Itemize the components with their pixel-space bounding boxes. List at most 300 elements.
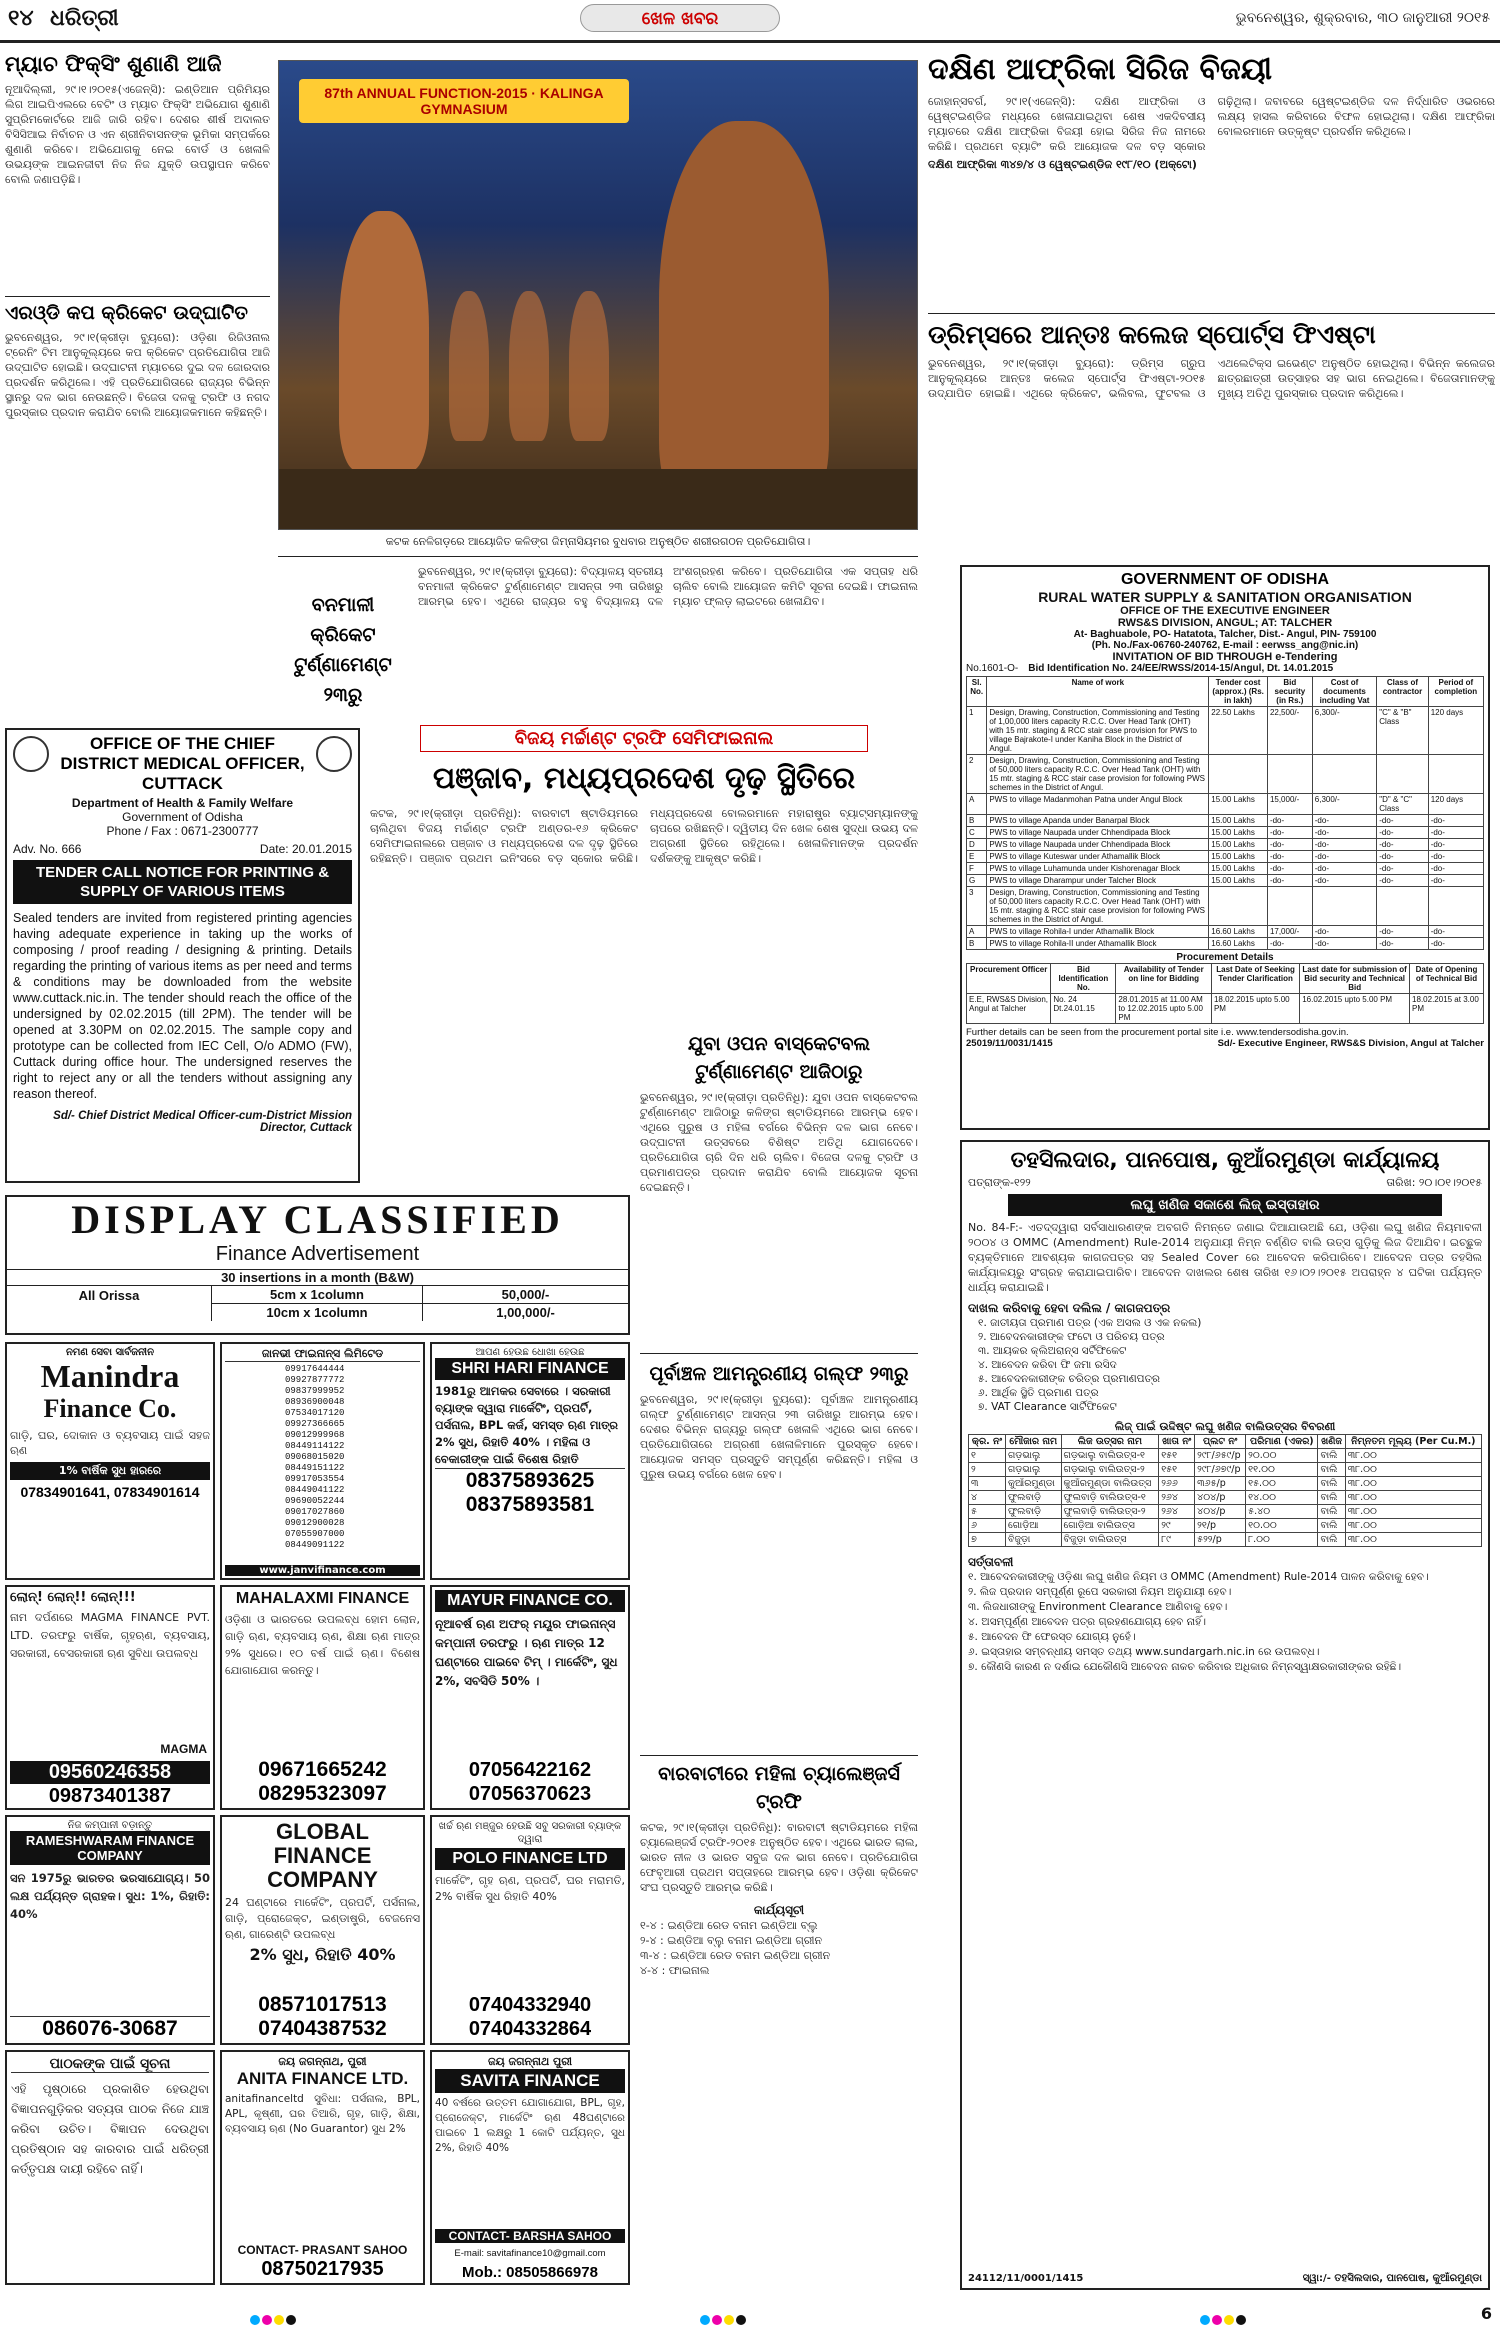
table-row bbox=[967, 827, 1484, 839]
print-registration-bar bbox=[0, 2300, 1500, 2333]
table-cell: -do- bbox=[1377, 851, 1428, 863]
ad-body: ନୂଆବର୍ଷ ଋଣ ଅଫର୍ ମୟୂର ଫାଇନାନ୍ସ କମ୍ପାନୀ ତରଫରୁ । ଋଣ ମାତ୍ର 12 ଘଣ୍ଟାରେ ପାଇବେ ଟିମ୍ । ମାର୍କେଟିଂ, ସୁଧ 2%, ସବସିଡି 50% । bbox=[435, 1617, 618, 1688]
schedule-item: ୪-୪ : ଫାଇନାଲ bbox=[640, 1964, 710, 1977]
article-match-fixing bbox=[5, 50, 270, 290]
table-cell: -do- bbox=[1428, 875, 1483, 887]
ad-mahalaxmi bbox=[220, 1585, 425, 1810]
ad-rate: 2% ସୁଧ, ରିହାତି 40% bbox=[249, 1945, 396, 1964]
bodybuilder-figure bbox=[569, 291, 609, 441]
lease-table bbox=[968, 1434, 1482, 1547]
ad-janvi bbox=[220, 1342, 425, 1580]
table-cell: -do- bbox=[1267, 827, 1312, 839]
bid-id: Bid Identification No. 24/EE/RWSS/2014-15/Angul, Dt. 14.01.2015 bbox=[1028, 663, 1334, 674]
table-cell: -do- bbox=[1428, 863, 1483, 875]
table-cell: A bbox=[967, 794, 987, 815]
doc-item: ୭. VAT Clearance ସାର୍ଟିଫିକେଟ bbox=[978, 1401, 1117, 1413]
ad-web: www.janvifinance.com bbox=[225, 1565, 420, 1576]
phone-number: 07534017120 bbox=[285, 1408, 345, 1418]
table-cell: ବାଲି bbox=[1318, 1477, 1345, 1491]
table-cell: 1 bbox=[967, 707, 987, 755]
masthead-rule bbox=[0, 40, 1500, 43]
ad-body: anitafinanceltd ସୁବିଧା: ପର୍ସନାଲ, BPL, APL, କୃଷ୍ଣୀ, ଘର ତିଆରି, ଗୃହ, ଗାଡ଼ି, ଶିକ୍ଷା, ବ୍ୟବସାୟ ଋଣ (No Guarantor) ସୁଧ 2% bbox=[225, 2093, 420, 2135]
doc-item: ୩. ଆୟକର କ୍ଲିଅରାନ୍ସ ସର୍ଟିଫିକେଟ bbox=[978, 1345, 1127, 1357]
table-header: କ୍ର. ନଂ bbox=[969, 1435, 1006, 1449]
dc-price: 1,00,000/- bbox=[496, 1305, 555, 1320]
headline: ବନମାଳୀ କ୍ରିକେଟ ଟୁର୍ଣ୍ଣାମେଣ୍ଟ ୨୩ରୁ bbox=[294, 594, 392, 706]
table-cell bbox=[1267, 755, 1312, 794]
phone-number: 08449091122 bbox=[285, 1540, 345, 1550]
table-header: ପ୍ଲଟ ନଂ bbox=[1195, 1435, 1246, 1449]
table-header: Procurement Officer bbox=[967, 964, 1051, 994]
invitation: INVITATION OF BID THROUGH e-Tendering bbox=[1112, 651, 1338, 663]
page-marker: 6 bbox=[1480, 2304, 1492, 2323]
ad-phone: 09671665242 bbox=[258, 1758, 387, 1781]
article-body: ନୂଆଦିଲ୍ଲୀ, ୨୯।୧।୨୦୧୫(ଏଜେନ୍ସି): ଇଣ୍ଡିଆନ ପ୍ରିମିୟର ଲିଗ ଆଇପିଏଲରେ ବେଟିଂ ଓ ମ୍ୟାଚ ଫିକ୍ସିଂ ଅଭିଯୋଗ ଶୁଣାଣି ସୁପ୍ରିମକୋର୍ଟରେ ଆଜି ଜାରି ରହିବ। ଦେଶର ଶୀର୍ଷ ଅଦାଲତ ବିସିସିଆଇ ନିର୍ବାଚନ ଓ ଏନ ଶ୍ରୀନିବାସନଙ୍କ ଭୂମିକା ସମ୍ପର୍କରେ ଶୁଣାଣି କରିବେ। ଅଭିଯୋଗକୁ ନେଇ ବୋର୍ଡ ଓ ଖେଳାଳି ଉଭୟଙ୍କ ଆଇନଜୀବୀ ନିଜ ନିଜ ଯୁକ୍ତି ଉପସ୍ଥାପନ କରିବେ ବୋଲି ଜଣାପଡ଼ିଛି। bbox=[5, 83, 270, 186]
ad-name: MAHALAXMI FINANCE bbox=[235, 1590, 410, 1607]
table-cell: ୩୮.୦୦ bbox=[1345, 1463, 1481, 1477]
ad-email: E-mail: savitafinance10@gmail.com bbox=[454, 2248, 606, 2259]
dateline: ଭୁବନେଶ୍ୱର, ଶୁକ୍ରବାର, ୩୦ ଜାନୁଆରୀ ୨୦୧୫ bbox=[1235, 10, 1490, 26]
phone-number: 09012999968 bbox=[285, 1430, 345, 1440]
table-header: Cost of documents including Vat bbox=[1312, 677, 1377, 707]
dc-subtitle: Finance Advertisement bbox=[215, 1243, 420, 1265]
table-cell: -do- bbox=[1312, 815, 1377, 827]
table-header: Bid security (in Rs.) bbox=[1267, 677, 1312, 707]
bodybuilder-figure bbox=[659, 121, 829, 521]
registration-marks bbox=[250, 2310, 298, 2329]
ad-name: Manindra bbox=[40, 1358, 180, 1394]
table-row bbox=[967, 926, 1484, 938]
table-header: Bid Identification No. bbox=[1051, 964, 1116, 994]
office: OFFICE OF THE EXECUTIVE ENGINEER bbox=[1120, 605, 1330, 617]
table-cell: E bbox=[967, 851, 987, 863]
registration-marks bbox=[1200, 2310, 1248, 2329]
ad-top: ନିଜ କମ୍ପାନୀ ବଡ଼ାନ୍ତୁ bbox=[67, 1820, 153, 1831]
org: RURAL WATER SUPPLY & SANITATION ORGANISATION bbox=[1038, 589, 1412, 605]
table-cell: PWS to village Rohila-I under Athamallik Block bbox=[987, 926, 1209, 938]
table-cell bbox=[1312, 755, 1377, 794]
schedule-item: ୨-୪ : ଇଣ୍ଡିଆ ବ୍ଲୁ ବନାମ ଇଣ୍ଡିଆ ଗ୍ରୀନ bbox=[640, 1934, 823, 1947]
table-cell: B bbox=[967, 815, 987, 827]
table-cell: ୨୧/p bbox=[1195, 1519, 1246, 1533]
table-cell: ୨୦.୦୦ bbox=[1246, 1449, 1318, 1463]
ad-polo bbox=[430, 1815, 630, 2045]
display-classified bbox=[5, 1195, 630, 1335]
headline: ଦକ୍ଷିଣ ଆଫ୍ରିକା ସିରିଜ ବିଜୟୀ bbox=[928, 52, 1272, 87]
table-cell: ଫୁଲବାଡ଼ି ବାଲିଉତ୍ସ-୧ bbox=[1061, 1491, 1159, 1505]
table-cell: Design, Drawing, Construction, Commissioning and Testing of 1,00,000 liters capacity R.C.C. Over Head Tank (OHT) with 15 mtr. staging & RCC stair case provision for PWS to village Bajrakote-I under Kaniha Block in the District of Angul. bbox=[987, 707, 1209, 755]
table-cell: G bbox=[967, 875, 987, 887]
phone-number: 09927366665 bbox=[285, 1419, 345, 1429]
tehsil-body: No. 84-F:- ଏତଦ୍‌ଦ୍ୱାରା ସର୍ବସାଧାରଣଙ୍କ ଅବଗତି ନିମନ୍ତେ ଜଣାଇ ଦିଆଯାଉଅଛି ଯେ, ଓଡ଼ିଶା ଲଘୁ ଖଣିଜ ନିୟମାବଳୀ ୨୦୦୪ ଓ OMMC (Amendment) Rule-2014 ଅନୁଯାୟୀ ନିମ୍ନ ବର୍ଣ୍ଣିତ ବାଲି ଉତ୍ସ ଗୁଡ଼ିକୁ ଲିଜ ଦିଆଯିବ। ଇଚ୍ଛୁକ ବ୍ୟକ୍ତିମାନେ ଆବଶ୍ୟକ କାଗଜପତ୍ର ସହ Sealed Cover ରେ ଆବେଦନ କରିପାରିବେ। ଆବେଦନ ପତ୍ର ତହସିଲ କାର୍ଯ୍ୟାଳୟରୁ ସଂଗ୍ରହ କରାଯାଇପାରିବ। ଆବେଦନ ଦାଖଲର ଶେଷ ତାରିଖ ୧୬।୦୨।୨୦୧୫ ଅପରାହ୍ନ ୪ ଘଟିକା ପର୍ଯ୍ୟନ୍ତ ଧାର୍ଯ୍ୟ କରାଯାଇଛି। bbox=[968, 1221, 1482, 1294]
doc-item: ୪. ଆବେଦନ କରିବା ଫି ଜମା ରସିଦ bbox=[978, 1359, 1117, 1371]
article-women-challenger bbox=[640, 1760, 918, 2285]
table-cell: 2 bbox=[967, 755, 987, 794]
govt-title: GOVERNMENT OF ODISHA bbox=[1120, 571, 1329, 588]
dc-title: DISPLAY CLASSIFIED bbox=[71, 1197, 564, 1242]
table-cell bbox=[1267, 887, 1312, 926]
table-cell: 18.02.2015 upto 5.00 PM bbox=[1211, 994, 1299, 1024]
ad-phone: 07404332864 bbox=[468, 2018, 592, 2040]
address: At- Baghuabole, PO- Hatatota, Talcher, Dist.- Angul, PIN- 759100 bbox=[1073, 629, 1377, 640]
ad-global bbox=[220, 1815, 425, 2045]
table-cell: -do- bbox=[1267, 851, 1312, 863]
table-cell: -do- bbox=[1428, 851, 1483, 863]
notice-title: TENDER CALL NOTICE FOR PRINTING & SUPPLY OF VARIOUS ITEMS bbox=[13, 860, 352, 904]
table-cell: PWS to village Madanmohan Patna under Angul Block bbox=[987, 794, 1209, 815]
table-cell: ୬ bbox=[969, 1519, 1006, 1533]
score-line: ଦକ୍ଷିଣ ଆଫ୍ରିକା ୩୪୭/୪ ଓ ୱେଷ୍ଟଇଣ୍ଡିଜ ୧୯୮/୧୦ (ଅକ୍ଟୋ) bbox=[928, 158, 1197, 171]
ad-phone: 09560246358 bbox=[10, 1761, 210, 1784]
phone-number: 09837999952 bbox=[285, 1386, 345, 1396]
ad-phone: 086076-30687 bbox=[10, 2016, 210, 2041]
contact: (Ph. No./Fax-06760-240762, E-mail : eerwss_ang@nic.in) bbox=[1091, 640, 1359, 651]
table-cell: ବାଲି bbox=[1318, 1505, 1345, 1519]
table-cell: ଫୁଲବାଡ଼ି bbox=[1005, 1491, 1061, 1505]
term-item: ୧. ଆବେଦନକାରୀଙ୍କୁ ଓଡ଼ିଶା ଲଘୁ ଖଣିଜ ନିୟମ ଓ OMMC (Amendment) Rule-2014 ପାଳନ କରିବାକୁ ହେବ। bbox=[968, 1571, 1429, 1583]
tehsil-date: ତାରିଖ: ୨୦।୦୧।୨୦୧୫ bbox=[1386, 1176, 1482, 1189]
procurement-title: Procurement Details bbox=[1176, 952, 1274, 963]
table-cell: ୨୬୬ bbox=[1159, 1477, 1195, 1491]
divider bbox=[928, 313, 1495, 314]
headline: ପଞ୍ଜାବ, ମଧ୍ୟପ୍ରଦେଶ ଦୃଢ଼ ସ୍ଥିତିରେ bbox=[432, 761, 856, 796]
divider bbox=[640, 1353, 918, 1354]
table-cell: ୫୨୨/p bbox=[1195, 1533, 1246, 1547]
table-row bbox=[969, 1491, 1482, 1505]
table-cell: ୨୬୪ bbox=[1159, 1505, 1195, 1519]
tehsil-ref: ପତ୍ରାଙ୍କ-୧୨୨ bbox=[968, 1176, 1031, 1189]
tender-table bbox=[966, 676, 1484, 950]
article-banamali bbox=[278, 560, 918, 720]
ad-shrihari bbox=[430, 1342, 630, 1580]
table-cell: PWS to village Kuteswar under Athamallik Block bbox=[987, 851, 1209, 863]
division: RWS&S DIVISION, ANGUL; AT: TALCHER bbox=[1117, 617, 1333, 629]
signature: Sd/- Executive Engineer, RWS&S Division, Angul at Talcher bbox=[1217, 1038, 1484, 1049]
article-ortt-cup bbox=[5, 300, 270, 720]
ad-name: RAMESHWARAM FINANCE COMPANY bbox=[10, 1831, 210, 1865]
table-header: Period of completion bbox=[1428, 677, 1483, 707]
schedule-item: ୩-୪ : ଇଣ୍ଡିଆ ରେଡ ବନାମ ଇଣ୍ଡିଆ ଗ୍ରୀନ bbox=[640, 1949, 831, 1962]
headline: ମ୍ୟାଚ ଫିକ୍ସିଂ ଶୁଣାଣି ଆଜି bbox=[5, 52, 222, 76]
table-cell: 22.50 Lakhs bbox=[1209, 707, 1268, 755]
table-cell: -do- bbox=[1377, 815, 1428, 827]
article-vijay-merchant bbox=[370, 725, 918, 1025]
table-cell: 17,000/- bbox=[1267, 926, 1312, 938]
signature: Sd/- Chief District Medical Officer-cum-District Mission Director, Cuttack bbox=[53, 1110, 352, 1134]
article-basketball bbox=[640, 1030, 918, 1350]
table-cell: ୧ bbox=[969, 1449, 1006, 1463]
table-row bbox=[969, 1519, 1482, 1533]
table-cell: D bbox=[967, 839, 987, 851]
article-body: ଜୋହାନ୍ସବର୍ଗ, ୨୯।୧(ଏଜେନ୍ସି): ଦକ୍ଷିଣ ଆଫ୍ରିକା ଓ ୱେଷ୍ଟଇଣ୍ଡିଜ ମଧ୍ୟରେ ଖେଳାଯାଇଥିବା ଶେଷ ଏକଦିବସୀୟ ମ୍ୟାଚରେ ଦକ୍ଷିଣ ଆଫ୍ରିକା ବିଜୟୀ ହୋଇ ସିରିଜ ନିଜ ନାମରେ କରିଛି। ପ୍ରଥମେ ବ୍ୟାଟିଂ କରି ଆୟୋଜକ ଦଳ ବଡ଼ ସ୍କୋର ଗଢ଼ିଥିଲା। ଜବାବରେ ୱେଷ୍ଟଇଣ୍ଡିଜ ଦଳ ନିର୍ଦ୍ଧାରିତ ଓଭରରେ ଲକ୍ଷ୍ୟ ହାସଲ କରିବାରେ ବିଫଳ ହୋଇଥିଲା। ଦକ୍ଷିଣ ଆଫ୍ରିକା ବୋଲରମାନେ ଉତ୍କୃଷ୍ଟ ପ୍ରଦର୍ଶନ କରିଥିଲେ। bbox=[928, 95, 1495, 153]
table-cell: 16.02.2015 upto 5.00 PM bbox=[1300, 994, 1410, 1024]
table-cell: -do- bbox=[1312, 926, 1377, 938]
table-cell: ୧୫୧ bbox=[1159, 1449, 1195, 1463]
paper-name: ଧରିତ୍ରୀ bbox=[50, 6, 119, 31]
term-item: ୭. କୌଣସି କାରଣ ନ ଦର୍ଶାଇ ଯେକୌଣସି ଆବେଦନ ନାକଚ କରିବାର ଅଧିକାର ନିମ୍ନସ୍ୱାକ୍ଷରକାରୀଙ୍କର ରହିଛି। bbox=[968, 1661, 1402, 1673]
tehsil-signature: ସ୍ୱା:/- ତହସିଲଦାର, ପାନପୋଷ, କୁଆଁରମୁଣ୍ଡା bbox=[1302, 2273, 1482, 2284]
table-cell: ୭ bbox=[969, 1533, 1006, 1547]
article-body: ଭୁବନେଶ୍ୱର, ୨୯।୧(କ୍ରୀଡ଼ା ବ୍ୟୁରୋ): ବିଦ୍ୟାଳୟ ସ୍ତରୀୟ ବନମାଳୀ କ୍ରିକେଟ ଟୁର୍ଣ୍ଣାମେଣ୍ଟ ଆସନ୍ତା ୨୩ ତାରିଖରୁ ଆରମ୍ଭ ହେବ। ଏଥିରେ ରାଜ୍ୟର ବହୁ ବିଦ୍ୟାଳୟ ଦଳ ଅଂଶଗ୍ରହଣ କରିବେ। ପ୍ରତିଯୋଗିତା ଏକ ସପ୍ତାହ ଧରି ଚାଲିବ ବୋଲି ଆୟୋଜନ କମିଟି ସୂଚନା ଦେଇଛି। ଫାଇନାଲ ମ୍ୟାଚ ଫ୍ଲଡ଼ ଲାଇଟରେ ଖେଳାଯିବ। bbox=[418, 565, 918, 608]
ad-name: MAYUR FINANCE CO. bbox=[435, 1590, 625, 1612]
table-cell: -do- bbox=[1312, 839, 1377, 851]
table-cell: F bbox=[967, 863, 987, 875]
phone-number: 08449041122 bbox=[285, 1485, 345, 1495]
headline: ପୂର୍ବାଞ୍ଚଳ ଆମନ୍ତ୍ରଣୀୟ ଗଲ୍ଫ ୨୩ରୁ bbox=[649, 1363, 909, 1385]
term-item: ୫. ଆବେଦନ ଫି ଫେରସ୍ତ ଯୋଗ୍ୟ ନୁହେଁ। bbox=[968, 1631, 1136, 1643]
seal-icon bbox=[316, 736, 352, 772]
table-cell: ୪ bbox=[969, 1491, 1006, 1505]
table-row bbox=[967, 755, 1484, 794]
phone-number: 09917644444 bbox=[285, 1364, 345, 1374]
dc-size: 10cm x 1column bbox=[266, 1305, 368, 1320]
table-cell: ୮୯ bbox=[1159, 1533, 1195, 1547]
headline: ଏରଓ୍ଡି କପ କ୍ରିକେଟ ଉଦ୍‌ଘାଟିତ bbox=[5, 302, 248, 324]
table-cell: -do- bbox=[1267, 863, 1312, 875]
table-header: Date of Opening of Technical Bid bbox=[1410, 964, 1484, 994]
article-body: ଭୁବନେଶ୍ୱର, ୨୯।୧(କ୍ରୀଡ଼ା ବ୍ୟୁରୋ): ଓଡ଼ିଶା ରିଜିଓନାଲ ଟ୍ରେନିଂ ଟିମ ଆନୁକୂଲ୍ୟରେ କପ କ୍ରିକେଟ ପ୍ରତିଯୋଗିତା ଆଜି ଉଦ୍‌ଘାଟିତ ହୋଇଛି। ଉଦ୍‌ଘାଟନୀ ମ୍ୟାଚରେ ଦୁଇ ଦଳ ଜୋରଦାର ପ୍ରଦର୍ଶନ କରିଥିଲେ। ଏହି ପ୍ରତିଯୋଗିତାରେ ରାଜ୍ୟର ବିଭିନ୍ନ ସ୍ଥାନରୁ ଦଳ ଭାଗ ନେଉଛନ୍ତି। ବିଜେତା ଦଳକୁ ଟ୍ରଫି ଓ ନଗଦ ପୁରସ୍କାର ପ୍ରଦାନ କରାଯିବ ବୋଲି ଆୟୋଜକମାନେ କହିଛନ୍ତି। bbox=[5, 331, 270, 419]
table-row bbox=[967, 815, 1484, 827]
ad-name2: Finance Co. bbox=[43, 1394, 177, 1423]
table-cell: 16.60 Lakhs bbox=[1209, 926, 1268, 938]
ad-body: ମାର୍କେଟିଂ, ଗୃହ ଋଣ, ପ୍ରପର୍ଟି, ଘର ମରାମତି, 2% ବାର୍ଷିକ ସୁଧ ରିହାତି 40% bbox=[435, 1874, 625, 1903]
table-header: ପରିମାଣ (ଏକର) bbox=[1246, 1435, 1318, 1449]
tender-angul bbox=[960, 565, 1490, 1130]
table-cell: Design, Drawing, Construction, Commissioning and Testing of 50,000 liters capacity R.C.C. Over Head Tank (OHT) with 15 mtr. staging & RCC stair case provision for following PWS schemes in the District of Angul. bbox=[987, 887, 1209, 926]
article-body: ଭୁବନେଶ୍ୱର, ୨୯।୧(କ୍ରୀଡ଼ା ବ୍ୟୁରୋ): ପୂର୍ବାଞ୍ଚଳ ଆମନ୍ତ୍ରଣୀୟ ଗଲ୍ଫ ଟୁର୍ଣ୍ଣାମେଣ୍ଟ ଆସନ୍ତା ୨୩ ତାରିଖରୁ ଆରମ୍ଭ ହେବ। ଦେଶର ବିଭିନ୍ନ ରାଜ୍ୟରୁ ଗଲ୍ଫ ଖେଳାଳି ଏଥିରେ ଭାଗ ନେବେ। ପ୍ରତିଯୋଗିତାରେ ଅଗ୍ରଣୀ ଖେଳାଳିମାନେ ପୁରସ୍କୃତ ହେବେ। ଆୟୋଜକ ସମସ୍ତ ପ୍ରସ୍ତୁତି ସମ୍ପୂର୍ଣ୍ଣ କରିଛନ୍ତି। ମହିଳା ଓ ପୁରୁଷ ଉଭୟ ବର୍ଗରେ ଖେଳ ହେବ। bbox=[640, 1393, 918, 1481]
ad-phone: 09873401387 bbox=[48, 1785, 172, 1807]
table-cell: 22,500/- bbox=[1267, 707, 1312, 755]
table-cell: 28.01.2015 at 11.00 AM to 12.02.2015 upto 5.00 PM bbox=[1116, 994, 1212, 1024]
phone-number: 09690052244 bbox=[285, 1496, 345, 1506]
headline: ଡ୍ରିମ୍‌ସରେ ଆନ୍ତଃ କଲେଜ ସ୍ପୋର୍ଟ୍ସ ଫିଏଷ୍ଟା bbox=[928, 320, 1376, 349]
table-cell: 120 days bbox=[1428, 707, 1483, 755]
table-cell: "D" & "C" Class bbox=[1377, 794, 1428, 815]
table-cell: A bbox=[967, 926, 987, 938]
table-row bbox=[967, 938, 1484, 950]
masthead bbox=[0, 0, 1500, 40]
bodybuilder-figure bbox=[339, 211, 429, 471]
table-row bbox=[969, 1533, 1482, 1547]
ad-contact: CONTACT- BARSHA SAHOO bbox=[435, 2229, 625, 2243]
ad-phone: 07056422162 bbox=[468, 1759, 592, 1781]
ad-body: ନାମ ଦର୍ପଣରେ MAGMA FINANCE PVT. LTD. ତରଫରୁ ବାର୍ଷିକ, ଗୃହଋଣ, ବ୍ୟବସାୟ, ସରକାରୀ, ବେସରକାରୀ ଋଣ ସୁବିଧା ଉପଲବ୍ଧ bbox=[10, 1611, 210, 1660]
table-cell: PWS to village Naupada under Chhendipada Block bbox=[987, 839, 1209, 851]
phone-number: 09012900028 bbox=[285, 1518, 345, 1528]
table-cell: ଗଡ଼ଭାଲୁ bbox=[1005, 1463, 1061, 1477]
table-cell: ୩୮.୦୦ bbox=[1345, 1449, 1481, 1463]
table-cell: ବାଲି bbox=[1318, 1463, 1345, 1477]
ad-body: ଗାଡ଼ି, ଘର, ଦୋକାନ ଓ ବ୍ୟବସାୟ ପାଇଁ ସହଜ ଋଣ bbox=[10, 1429, 210, 1457]
ref-no: No.1601-O- bbox=[966, 663, 1019, 674]
caption-text: କଟକ ନେଳିଗଡ଼ରେ ଆୟୋଜିତ କଳିଙ୍ଗ ଜିମ୍‌ନାସିୟମର ବୁଧବାର ଅନୁଷ୍ଠିତ ଶରୀରଗଠନ ପ୍ରତିଯୋଗିତା। bbox=[385, 535, 811, 548]
table-cell: ବିଜୁଡ଼ା bbox=[1005, 1533, 1061, 1547]
table-cell: -do- bbox=[1377, 926, 1428, 938]
table-cell: ବାଲି bbox=[1318, 1491, 1345, 1505]
table-cell: କୁଆଁରମୁଣ୍ଡା bbox=[1005, 1477, 1061, 1491]
table-cell: ୩୮.୦୦ bbox=[1345, 1519, 1481, 1533]
ad-savita bbox=[430, 2050, 630, 2285]
ad-top: ଜୟ ଜଗନ୍ନାଥ, ପୁରୀ bbox=[278, 2055, 367, 2068]
table-cell bbox=[1377, 887, 1428, 926]
table-row bbox=[967, 794, 1484, 815]
doc-item: ୫. ଆବେଦନକାରୀଙ୍କ ଚରିତ୍ର ପ୍ରମାଣପତ୍ର bbox=[978, 1373, 1160, 1385]
phone-list bbox=[225, 1364, 420, 1551]
table-cell: -do- bbox=[1428, 815, 1483, 827]
ad-top: ଖର୍ଚ୍ଚ ଋଣ ମଞ୍ଜୁର ହେଉଛି ସବୁ ସରକାରୀ ବ୍ୟାଙ୍କ ଦ୍ୱାରା bbox=[438, 1821, 622, 1845]
ad-logo: MAGMA bbox=[160, 1742, 207, 1756]
term-item: ୩. ଲିଜଧାରୀଙ୍କୁ Environment Clearance ଆଣିବାକୁ ହେବ। bbox=[968, 1601, 1228, 1613]
table-cell: Design, Drawing, Construction, Commissioning and Testing of 50,000 liters capacity R.C.C. Over Head Tank (OHT) with 15 mtr. staging & RCC stair case provision for following PWS schemes in the District of Angul. bbox=[987, 755, 1209, 794]
ad-rameshwaram bbox=[5, 1815, 215, 2045]
term-item: ୪. ଅସମ୍ପୂର୍ଣ୍ଣ ଆବେଦନ ପତ୍ର ଗ୍ରହଣଯୋଗ୍ୟ ହେବ ନାହିଁ। bbox=[968, 1616, 1206, 1628]
ad-phone: 08375893625 bbox=[435, 1468, 625, 1493]
table-title: ଲିଜ୍ ପାଇଁ ଉଦ୍ଦିଷ୍ଟ ଲଘୁ ଖଣିଜ ବାଲିଉତ୍ସର ବିବରଣୀ bbox=[1114, 1420, 1336, 1433]
ad-phone: 07404387532 bbox=[258, 2017, 387, 2040]
terms-list bbox=[968, 1570, 1482, 1675]
ad-name: ANITA FINANCE LTD. bbox=[236, 2069, 409, 2088]
ad-contact: CONTACT- PRASANT SAHOO bbox=[237, 2243, 408, 2257]
article-invitational bbox=[640, 1360, 918, 1750]
headline: ଯୁବା ଓପନ ବାସ୍କେଟବଲ ଟୁର୍ଣ୍ଣାମେଣ୍ଟ ଆଜିଠାରୁ bbox=[687, 1033, 871, 1083]
table-row bbox=[969, 1463, 1482, 1477]
article-body: କଟକ, ୨୯।୧(କ୍ରୀଡ଼ା ପ୍ରତିନିଧି): ବାରବାଟୀ ଷ୍ଟାଡିୟମରେ ମହିଳା ଚ୍ୟାଲେଞ୍ଜର୍ସ ଟ୍ରଫି-୨୦୧୫ ଅନୁଷ୍ଠିତ ହେବ। ଏଥିରେ ଭାରତ ଲାଲ, ଭାରତ ନୀଳ ଓ ଭାରତ ସବୁଜ ଦଳ ଭାଗ ନେବେ। ପ୍ରତିଯୋଗିତା ଫେବୃଆରୀ ପ୍ରଥମ ସପ୍ତାହରେ ଆରମ୍ଭ ହେବ। ଓଡ଼ିଶା କ୍ରିକେଟ ସଂଘ ପ୍ରସ୍ତୁତି ଆରମ୍ଭ କରିଛି। bbox=[640, 1821, 918, 1894]
table-row bbox=[969, 1449, 1482, 1463]
table-row bbox=[967, 875, 1484, 887]
table-cell: ଫୁଲବାଡ଼ି bbox=[1005, 1505, 1061, 1519]
article-body: ଭୁବନେଶ୍ୱର, ୨୯।୧(କ୍ରୀଡ଼ା ପ୍ରତିନିଧି): ଯୁବା ଓପନ ବାସ୍କେଟବଲ ଟୁର୍ଣ୍ଣାମେଣ୍ଟ ଆଜିଠାରୁ କଳିଙ୍ଗ ଷ୍ଟାଡିୟମରେ ଆରମ୍ଭ ହେବ। ଏଥିରେ ପୁରୁଷ ଓ ମହିଳା ବର୍ଗରେ ବିଭିନ୍ନ ଦଳ ଭାଗ ନେବେ। ଉଦ୍‌ଘାଟନୀ ଉତ୍ସବରେ ବିଶିଷ୍ଟ ଅତିଥି ଯୋଗଦେବେ। ପ୍ରତିଯୋଗିତା ଚାରି ଦିନ ଧରି ଚାଲିବ। ବିଜେତା ଦଳକୁ ଟ୍ରଫି ଓ ପ୍ରମାଣପତ୍ର ପ୍ରଦାନ କରାଯିବ ବୋଲି ଆୟୋଜକ ସୂଚନା ଦେଇଛନ୍ତି। bbox=[640, 1091, 918, 1194]
page-number: ୧୪ bbox=[8, 6, 34, 31]
ad-notice bbox=[5, 2050, 215, 2285]
table-header: Class of contractor bbox=[1377, 677, 1428, 707]
table-cell: 15.00 Lakhs bbox=[1209, 794, 1268, 815]
table-cell: -do- bbox=[1377, 938, 1428, 950]
ad-name: SAVITA FINANCE bbox=[435, 2069, 625, 2093]
table-cell: 15.00 Lakhs bbox=[1209, 839, 1268, 851]
ad-phone: 08295323097 bbox=[258, 1782, 387, 1805]
phone-number: 09068015020 bbox=[285, 1452, 345, 1462]
table-cell: 6,300/- bbox=[1312, 707, 1377, 755]
term-item: ୨. ଲିଜ ପ୍ରଦାନ ସମ୍ପୂର୍ଣ୍ଣ ରୂପେ ସରକାରୀ ନିୟମ ଅନୁଯାୟୀ ହେବ। bbox=[968, 1586, 1232, 1598]
table-header: Availability of Tender on line for Bidding bbox=[1116, 964, 1212, 994]
ad-name: SHRI HARI FINANCE bbox=[435, 1358, 625, 1380]
table-cell: ୧୫.୦୦ bbox=[1246, 1477, 1318, 1491]
ad-phone: 07056370623 bbox=[468, 1783, 592, 1805]
bodybuilding-photo bbox=[278, 60, 918, 530]
docs-list bbox=[968, 1316, 1482, 1414]
ad-body: 40 ବର୍ଷରେ ଉତ୍ତମ ଯୋଗାଯୋଗ, BPL, ଗୃହ, ପ୍ରୋଜେକ୍ଟ, ମାର୍କେଟିଂ ଋଣ 48ଘଣ୍ଟାରେ ପାଇବେ 1 ଲକ୍ଷରୁ 1 କୋଟି ପର୍ଯ୍ୟନ୍ତ, ସୁଧ 2%, ରିହାତି 40% bbox=[435, 2097, 625, 2154]
ad-top: ନମଣ ସେବା ସାର୍ବଜନୀନ bbox=[65, 1347, 154, 1358]
table-header: ଖଣିଜ bbox=[1318, 1435, 1345, 1449]
table-cell: PWS to village Apanda under Banarpal Block bbox=[987, 815, 1209, 827]
table-cell: ୧୦.୦୦ bbox=[1246, 1519, 1318, 1533]
table-cell: -do- bbox=[1312, 938, 1377, 950]
table-cell: -do- bbox=[1428, 827, 1483, 839]
table-cell: ବିଜୁଡ଼ା ବାଲିଉତ୍ସ bbox=[1061, 1533, 1159, 1547]
footer-note: Further details can be seen from the procurement portal site i.e. www.tendersodisha.gov.in. bbox=[966, 1027, 1349, 1038]
ad-body: 1981ରୁ ଆମକର ସେବାରେ । ସରକାରୀ ବ୍ୟାଙ୍କ ଦ୍ୱାରା ମାର୍କେଟିଂ, ପ୍ରପର୍ଟି, ପର୍ସନାଲ, BPL କର୍ଜ, ସମସ୍ତ ଋଣ ମାତ୍ର 2% ସୁଧ, ରିହାତି 40% । ମହିଳା ଓ ବେକାରୀଙ୍କ ପାଇଁ ବିଶେଷ ରିହାତି bbox=[435, 1384, 618, 1466]
ad-magma bbox=[5, 1585, 215, 1810]
phone-number: 09017027860 bbox=[285, 1507, 345, 1517]
ad-name: GLOBAL FINANCE COMPANY bbox=[267, 1819, 378, 1892]
table-cell: -do- bbox=[1377, 863, 1428, 875]
ad-body: 24 ଘଣ୍ଟାରେ ମାର୍କେଟିଂ, ପ୍ରପର୍ଟି, ପର୍ସନାଲ, ଗାଡ଼ି, ପ୍ରୋଜେକ୍ଟ, ଇଣ୍ଡାଷ୍ଟ୍ରି, ବେଜନେସ ଋଣ, ଗାରେଣ୍ଟି ଉପଲବ୍ଧ bbox=[225, 1896, 420, 1941]
table-cell: 15.00 Lakhs bbox=[1209, 875, 1268, 887]
table-cell bbox=[1209, 755, 1268, 794]
phone-number: 08936900048 bbox=[285, 1397, 345, 1407]
table-cell: -do- bbox=[1377, 875, 1428, 887]
phone-number: 08449151122 bbox=[285, 1463, 345, 1473]
table-cell: ବାଲି bbox=[1318, 1519, 1345, 1533]
article-body: କଟକ, ୨୯।୧(କ୍ରୀଡ଼ା ପ୍ରତିନିଧି): ବାରବାଟୀ ଷ୍ଟାଡିୟମରେ ଚାଲିଥିବା ବିଜୟ ମର୍ଚ୍ଚାଣ୍ଟ ଟ୍ରଫି ଅଣ୍ଡର-୧୬ କ୍ରିକେଟ ସେମିଫାଇନାଲରେ ପଞ୍ଜାବ ଓ ମଧ୍ୟପ୍ରଦେଶ ଦଳ ଦୃଢ଼ ସ୍ଥିତିରେ ରହିଛନ୍ତି। ପଞ୍ଜାବ ପ୍ରଥମ ଇନିଂସରେ ବଡ଼ ସ୍କୋର କରିଛି। ମଧ୍ୟପ୍ରଦେଶ ବୋଲରମାନେ ମହାରାଷ୍ଟ୍ର ବ୍ୟାଟ୍ସମ୍ୟାନଙ୍କୁ ଚାପରେ ରଖିଛନ୍ତି। ଦ୍ୱିତୀୟ ଦିନ ଖେଳ ଶେଷ ସୁଦ୍ଧା ଉଭୟ ଦଳ ଅଗ୍ରଣୀ ସ୍ଥିତିରେ ରହିଥିଲେ। ଖେଳାଳିମାନଙ୍କ ପ୍ରଦର୍ଶନ ଦର୍ଶକଙ୍କୁ ଆକୃଷ୍ଟ କରିଛି। bbox=[370, 807, 918, 865]
divider bbox=[640, 1755, 918, 1756]
ad-phone: 07404332940 bbox=[468, 1994, 592, 2016]
phone-number: 07055907000 bbox=[285, 1529, 345, 1539]
table-header: ଲିଜ ଉତ୍ସର ନାମ bbox=[1061, 1435, 1159, 1449]
table-cell: ୧୫୧ bbox=[1159, 1463, 1195, 1477]
table-cell: ୧୧.୦୦ bbox=[1246, 1463, 1318, 1477]
table-cell: ଗୋଡ଼ିଆ bbox=[1005, 1519, 1061, 1533]
table-row bbox=[969, 1505, 1482, 1519]
divider bbox=[278, 556, 918, 557]
ad-phone: Mob.: 08505866978 bbox=[462, 2264, 598, 2281]
procurement-table bbox=[966, 963, 1484, 1024]
table-cell: No. 24 Dt.24.01.15 bbox=[1051, 994, 1116, 1024]
terms-title: ସର୍ତ୍ତାବଳୀ bbox=[968, 1555, 1014, 1569]
table-cell: -do- bbox=[1312, 863, 1377, 875]
table-header: Sl. No. bbox=[967, 677, 987, 707]
table-cell: ୨୯୮/୬୭୯/p bbox=[1195, 1463, 1246, 1477]
table-cell: 6,300/- bbox=[1312, 794, 1377, 815]
table-cell: 15.00 Lakhs bbox=[1209, 851, 1268, 863]
notice-body: Sealed tenders are invited from registered printing agencies having adequate experience in taking up the works of composing / proof reading / designing & printing. Details regarding the printing of various items as per need and terms & conditions may be downloaded from the website www.cuttack.nic.in. The tender should reach the office of the undersigned by 02.02.2015 (till 2PM). The tender will be opened at 3.30PM on 02.02.2015. The sample copy and prototype can be collected from IEC Cell, O/o ADMO (FW), Cuttack during office hour. The undersigned reserves the right to reject any or all the tenders without assigning any reason thereof. bbox=[13, 911, 352, 1101]
ad-phone: 08571017513 bbox=[258, 1993, 387, 2016]
table-header: Tender cost (approx.) (Rs. in lakh) bbox=[1209, 677, 1268, 707]
phone-number: 08449114122 bbox=[285, 1441, 345, 1451]
table-cell: ୩୮.୦୦ bbox=[1345, 1533, 1481, 1547]
registration-marks bbox=[700, 2310, 748, 2329]
table-row bbox=[967, 851, 1484, 863]
tehsil-subtitle: ଲଘୁ ଖଣିଜ ସକାଶେ ଲିଜ୍ ଇସ୍ତାହାର bbox=[1008, 1194, 1442, 1216]
table-cell bbox=[1428, 887, 1483, 926]
ad-phone: 08375893581 bbox=[465, 1493, 595, 1516]
tehsil-notice bbox=[960, 1140, 1490, 2290]
table-header: Name of work bbox=[987, 677, 1209, 707]
table-cell bbox=[1377, 755, 1428, 794]
phone-number: 09917053554 bbox=[285, 1474, 345, 1484]
table-cell: ୩ bbox=[969, 1477, 1006, 1491]
table-cell: -do- bbox=[1312, 875, 1377, 887]
article-dreams-college bbox=[928, 318, 1495, 558]
table-cell: -do- bbox=[1377, 839, 1428, 851]
table-row bbox=[969, 1477, 1482, 1491]
table-cell: B bbox=[967, 938, 987, 950]
dc-size: 5cm x 1column bbox=[212, 1286, 422, 1304]
table-cell: 15.00 Lakhs bbox=[1209, 827, 1268, 839]
doc-item: ୬. ଆର୍ଥିକ ସ୍ଥିତି ପ୍ରମାଣ ପତ୍ର bbox=[978, 1387, 1099, 1399]
table-cell: କୁଆଁରମୁଣ୍ଡା ବାଲିଉତ୍ସ bbox=[1061, 1477, 1159, 1491]
table-header: Last date for submission of Bid security and Technical Bid bbox=[1300, 964, 1410, 994]
table-cell: ୫.୪୦ bbox=[1246, 1505, 1318, 1519]
table-cell: 16.60 Lakhs bbox=[1209, 938, 1268, 950]
divider bbox=[5, 296, 270, 297]
table-cell: ବାଲି bbox=[1318, 1533, 1345, 1547]
government: Government of Odisha bbox=[122, 810, 243, 824]
table-cell: -do- bbox=[1312, 851, 1377, 863]
ad-name: POLO FINANCE LTD bbox=[435, 1848, 625, 1870]
headline: ବାରବାଟୀରେ ମହିଳା ଚ୍ୟାଲେଞ୍ଜର୍ସ ଟ୍ରଫି bbox=[658, 1763, 900, 1813]
table-cell: "C" & "B" Class bbox=[1377, 707, 1428, 755]
